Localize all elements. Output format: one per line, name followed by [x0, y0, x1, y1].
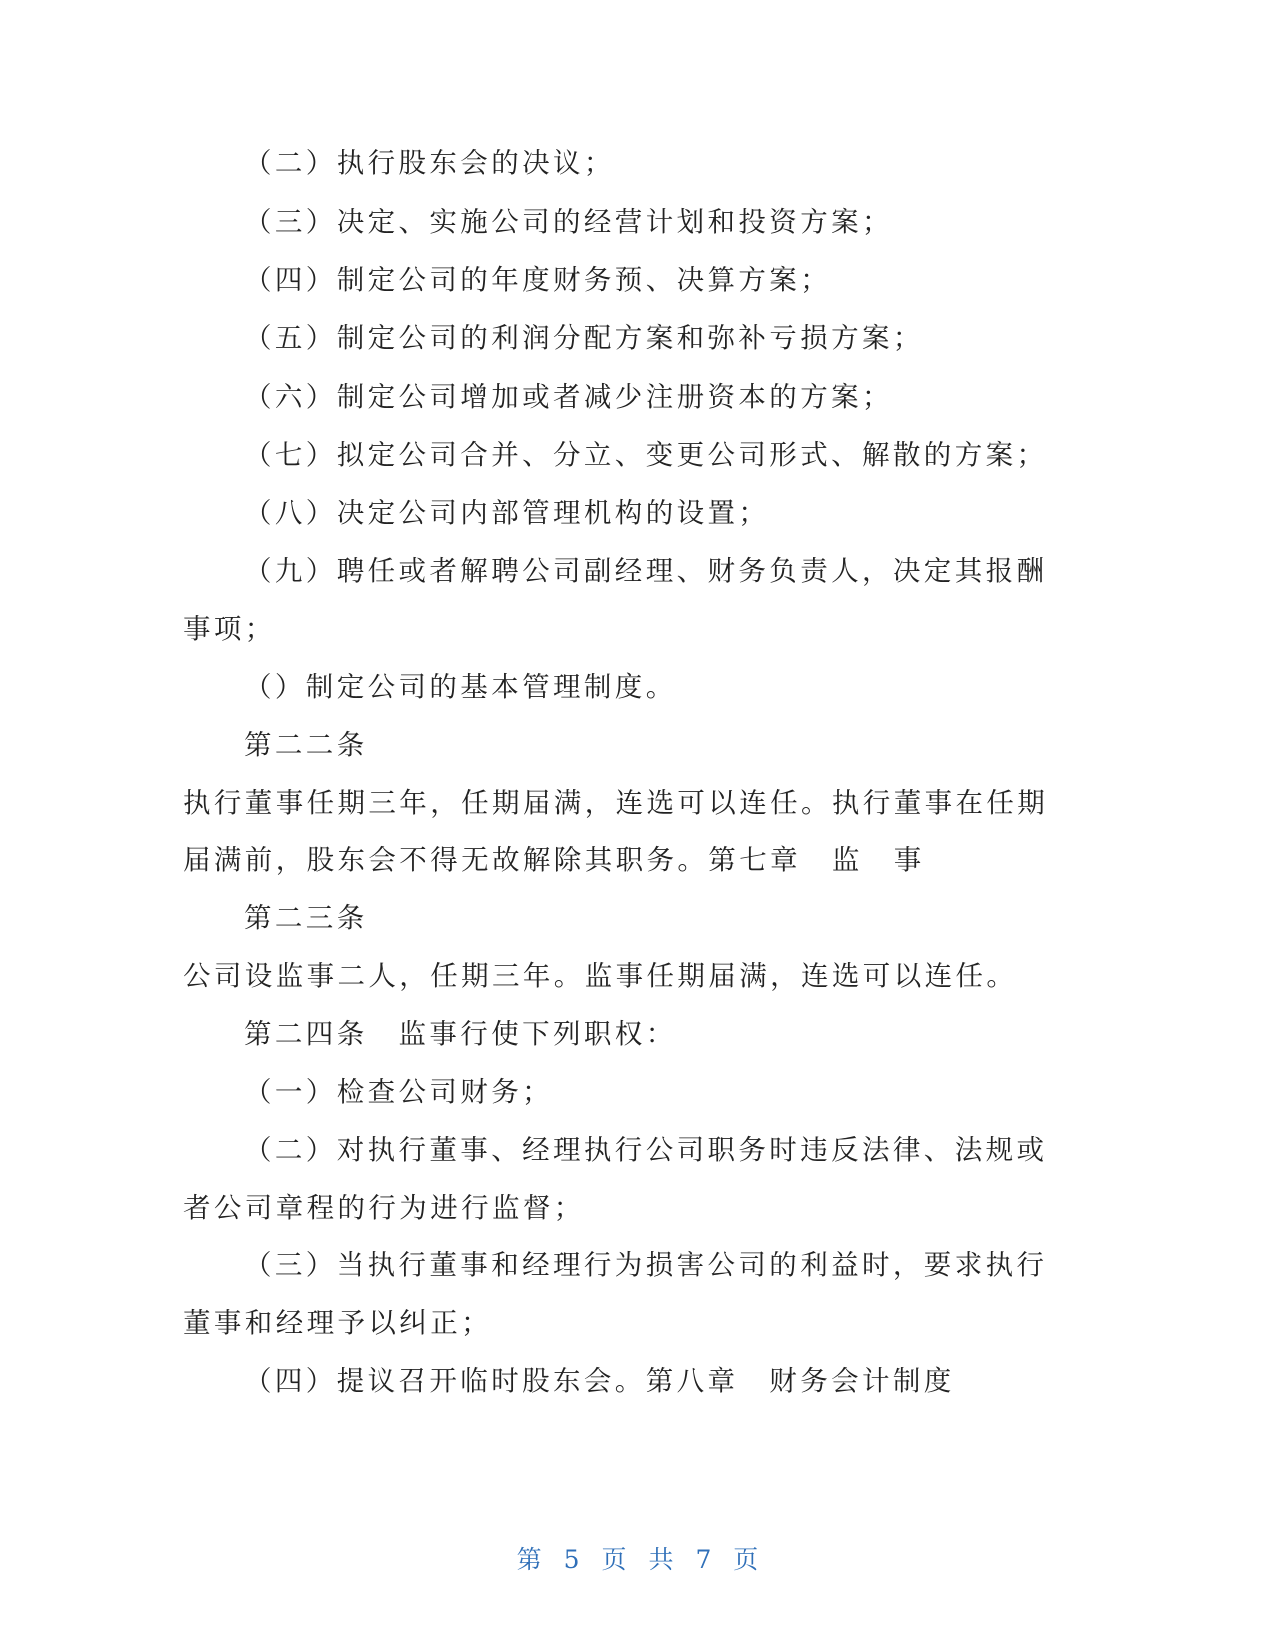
- footer-page-mid: 页: [601, 1545, 627, 1574]
- text-line: 董事和经理予以纠正；: [183, 1307, 492, 1339]
- text-line: （二）对执行董事、经理执行公司职务时违反法律、法规或: [244, 1134, 1048, 1166]
- footer-page-suffix: 页: [733, 1545, 759, 1574]
- footer-page-number: 5: [563, 1545, 580, 1574]
- text-line: 者公司章程的行为进行监督；: [183, 1192, 585, 1224]
- text-line: （三）当执行董事和经理行为损害公司的利益时，要求执行: [244, 1249, 1048, 1281]
- text-line: （二）执行股东会的决议；: [244, 147, 615, 179]
- footer-page-prefix: 第: [516, 1545, 542, 1574]
- text-line: （八）决定公司内部管理机构的设置；: [244, 497, 770, 529]
- page-footer: [0, 1540, 1275, 1576]
- text-line: 公司设监事二人，任期三年。监事任期届满，连选可以连任。: [183, 960, 1018, 992]
- text-line: （五）制定公司的利润分配方案和弥补亏损方案；: [244, 322, 924, 354]
- footer-total-label: 共: [648, 1545, 674, 1574]
- article-heading: 第二三条: [244, 902, 368, 934]
- text-line: 届满前，股东会不得无故解除其职务。第七章 监 事: [183, 844, 925, 876]
- text-line: （四）提议召开临时股东会。第八章 财务会计制度: [244, 1365, 955, 1397]
- text-line: （七）拟定公司合并、分立、变更公司形式、解散的方案；: [244, 439, 1048, 471]
- text-line: （）制定公司的基本管理制度。: [244, 671, 677, 703]
- text-line: 执行董事任期三年，任期届满，连选可以连任。执行董事在任期: [183, 787, 1049, 819]
- text-line: （三）决定、实施公司的经营计划和投资方案；: [244, 206, 893, 238]
- text-line: （九）聘任或者解聘公司副经理、财务负责人，决定其报酬: [244, 555, 1048, 587]
- footer-total-pages: 7: [695, 1545, 712, 1574]
- text-line: （四）制定公司的年度财务预、决算方案；: [244, 264, 832, 296]
- text-line: （一）检查公司财务；: [244, 1076, 553, 1108]
- article-heading: 第二二条: [244, 729, 368, 761]
- text-line: 事项；: [183, 613, 276, 645]
- text-line: （六）制定公司增加或者减少注册资本的方案；: [244, 381, 893, 413]
- article-heading: 第二四条 监事行使下列职权：: [244, 1018, 677, 1050]
